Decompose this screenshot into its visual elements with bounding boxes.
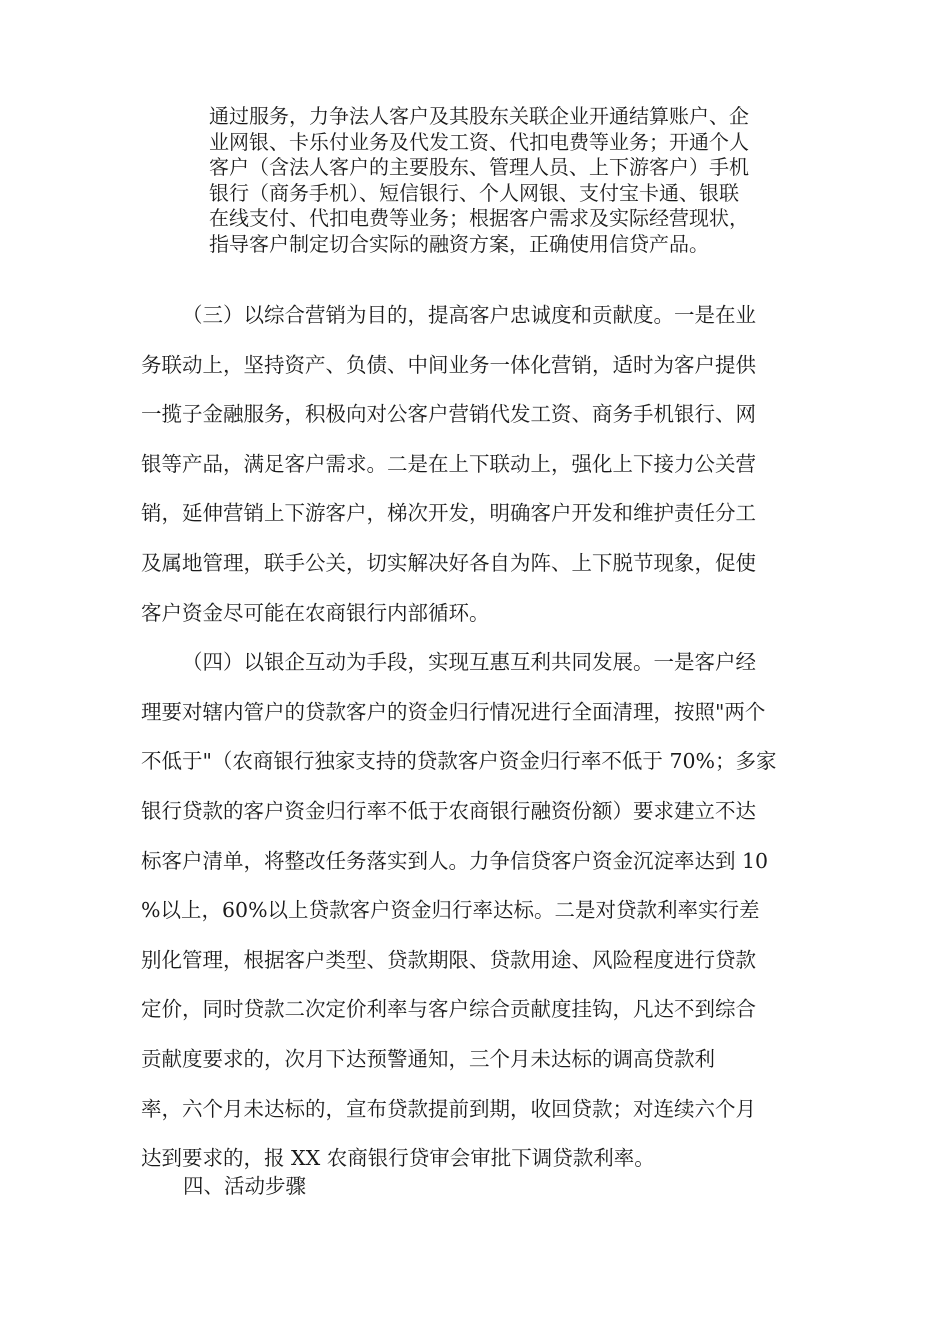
text-line: 贡献度要求的，次月下达预警通知，三个月未达标的调高贷款利 bbox=[141, 1046, 715, 1071]
text-line: 指导客户制定切合实际的融资方案，正确使用信贷产品。 bbox=[209, 231, 709, 256]
text-line: 不低于"（农商银行独家支持的贷款客户资金归行率不低于 70%；多家 bbox=[141, 749, 777, 774]
text-line: 客户（含法人客户的主要股东、管理人员、上下游客户）手机 bbox=[209, 155, 749, 179]
text-line: %以上，60%以上贷款客户资金归行率达标。二是对贷款利率实行差 bbox=[141, 898, 760, 923]
text-line: （四）以银企互动为手段，实现互惠互利共同发展。一是客户经 bbox=[182, 650, 756, 675]
text-line: 银等产品，满足客户需求。二是在上下联动上，强化上下接力公关营 bbox=[141, 451, 756, 476]
paragraph-4 bbox=[141, 638, 813, 1184]
text-line: 银行贷款的客户资金归行率不低于农商银行融资份额）要求建立不达 bbox=[141, 798, 756, 823]
text-line: 务联动上，坚持资产、负债、中间业务一体化营销，适时为客户提供 bbox=[141, 352, 756, 377]
section-heading: 四、活动步骤 bbox=[183, 1174, 306, 1198]
text-line: 及属地管理，联手公关，切实解决好各自为阵、上下脱节现象，促使 bbox=[141, 550, 756, 575]
text-line: 标客户清单，将整改任务落实到人。力争信贷客户资金沉淀率达到 10 bbox=[141, 848, 769, 873]
text-line: 在线支付、代扣电费等业务；根据客户需求及实际经营现状， bbox=[209, 206, 749, 230]
text-line: 定价，同时贷款二次定价利率与客户综合贡献度挂钩，凡达不到综合 bbox=[141, 997, 756, 1022]
text-line: 销，延伸营销上下游客户，梯次开发，明确客户开发和维护责任分工 bbox=[141, 501, 756, 526]
text-line: 达到要求的，报 XX 农商银行贷审会审批下调贷款利率。 bbox=[141, 1146, 655, 1171]
text-line: 客户资金尽可能在农商银行内部循环。 bbox=[141, 600, 490, 625]
text-line: 业网银、卡乐付业务及代发工资、代扣电费等业务；开通个人 bbox=[209, 129, 749, 154]
text-line: 理要对辖内管户的贷款客户的资金归行情况进行全面清理，按照"两个 bbox=[141, 699, 766, 724]
text-line: 率，六个月未达标的，宣布贷款提前到期，收回贷款；对连续六个月 bbox=[141, 1096, 756, 1121]
main-body-text bbox=[141, 291, 813, 1184]
paragraph-3 bbox=[141, 291, 813, 638]
text-line: 银行（商务手机）、短信银行、个人网银、支付宝卡通、银联 bbox=[209, 180, 739, 205]
text-line: 别化管理，根据客户类型、贷款期限、贷款用途、风险程度进行贷款 bbox=[141, 947, 756, 972]
text-line: 通过服务，力争法人客户及其股东关联企业开通结算账户、企 bbox=[209, 104, 749, 128]
text-line: 一揽子金融服务，积极向对公客户营销代发工资、商务手机银行、网 bbox=[141, 402, 756, 427]
indented-text-block bbox=[209, 104, 814, 257]
text-line: （三）以综合营销为目的，提高客户忠诚度和贡献度。一是在业 bbox=[182, 303, 756, 327]
